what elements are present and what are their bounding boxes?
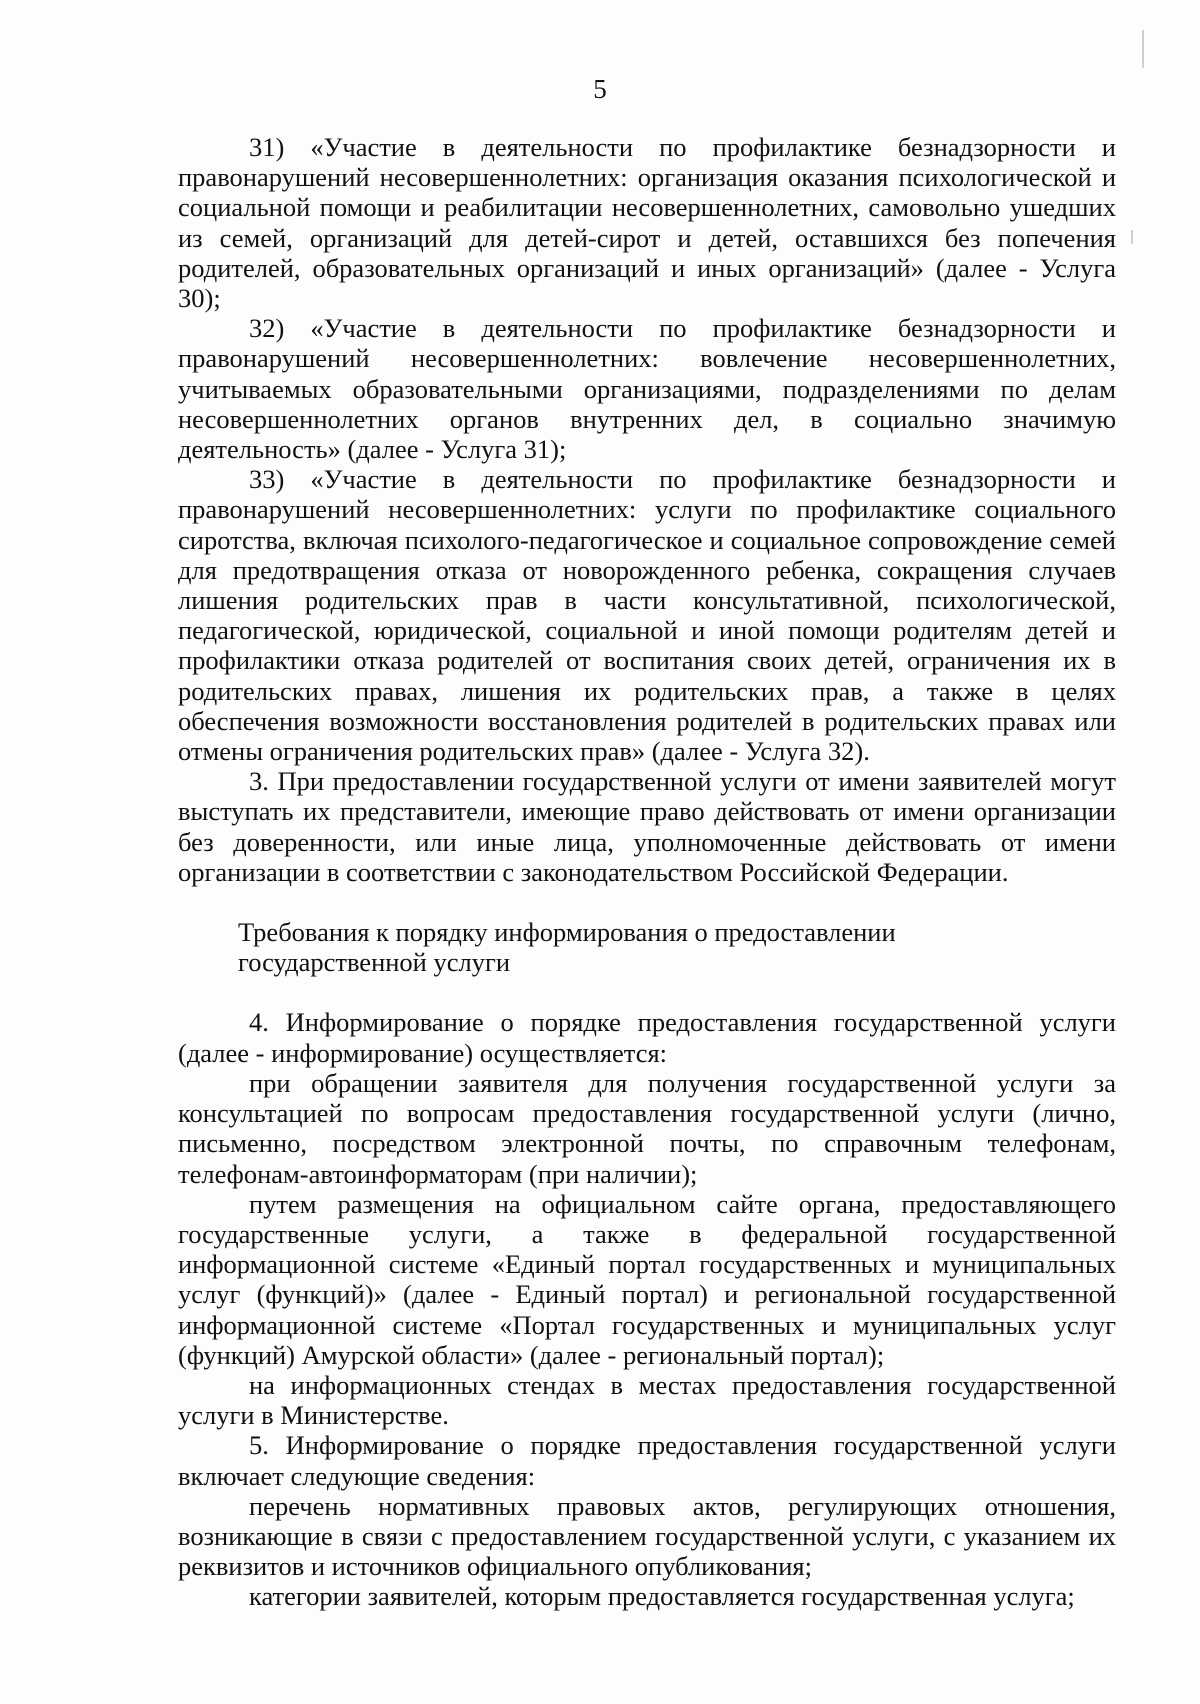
paragraph-item-33: 33) «Участие в деятельности по профилактике безнадзорности и правонарушений несовершеннолетних: услуги по профилактике социального сиротства, включая психолого-педагогическое и социальное сопровождение семей для предотвращения отказа от новорожденного ребенка, сокращения случаев лишения родительских прав в части консультативной, психологической, педагогической, юридической, социальной и иной помощи родителям детей и профилактики отказа родителей от воспитания своих детей, ограничения их в родительских правах, лишения их родительских прав, а также в целях обеспечения возможности восстановления родителей в родительских правах или отмены ограничения родительских прав» (далее - Услуга 32). [178,464,1116,767]
paragraph-applicant-categories: категории заявителей, которым предоставляется государственная услуга; [249,1581,1075,1612]
paragraph-stands: на информационных стендах в местах предоставления государственной услуги в Министерстве. [178,1369,1116,1431]
document-body [178,132,1116,1612]
paragraph-item-32: 32) «Участие в деятельности по профилактике безнадзорности и правонарушений несовершеннолетних: вовлечение несовершеннолетних, учитываемых образовательными организациями, подразделениями по делам несовершеннолетних органов внутренних дел, в социально значимую деятельность» (далее - Услуга 31); [178,313,1116,465]
paragraph-item-31: 31) «Участие в деятельности по профилактике безнадзорности и правонарушений несовершеннолетних: организация оказания психологической и социальной помощи и реабилитации несовершеннолетних, самовольно ушедших из семей, организаций для детей-сирот и детей, оставшихся без попечения родителей, образовательных организаций и иных организаций» (далее - Услуга 30); [178,132,1116,314]
scan-artifact [1142,30,1144,68]
section-heading-line-2: государственной услуги [238,947,511,978]
paragraph-legal-acts: перечень нормативных правовых актов, регулирующих отношения, возникающие в связи с предоставлением государственной услуги, с указанием их реквизитов и источников официального опубликования; [178,1490,1116,1582]
paragraph-portal: путем размещения на официальном сайте органа, предоставляющего государственные услуги, а также в федеральной государственной информационной системе «Единый портал государственных и муниципальных услуг (функций)» (далее - Единый портал) и региональной государственной информационной системе «Портал государственных и муниципальных услуг (функций) Амурской области» (далее - региональный портал); [178,1188,1116,1370]
page-number: 5 [593,74,607,104]
paragraph-consultation: при обращении заявителя для получения государственной услуги за консультацией по вопросам предоставления государственной услуги (лично, письменно, посредством электронной почты, по справочным телефонам, телефонам-автоинформаторам (при наличии); [178,1067,1116,1189]
scan-artifact [1131,230,1133,244]
paragraph-clause-5: 5. Информирование о порядке предоставления государственной услуги включает следующие сведения: [178,1430,1116,1491]
paragraph-clause-4: 4. Информирование о порядке предоставления государственной услуги (далее - информирование) осуществляется: [178,1007,1116,1068]
section-heading-line-1: Требования к порядку информирования о предоставлении [238,917,896,948]
section-heading [178,917,1116,977]
paragraph-clause-3: 3. При предоставлении государственной услуги от имени заявителей могут выступать их представители, имеющие право действовать от имени организации без доверенности, или иные лица, уполномоченные действовать от имени организации в соответствии с законодательством Российской Федерации. [178,766,1116,887]
